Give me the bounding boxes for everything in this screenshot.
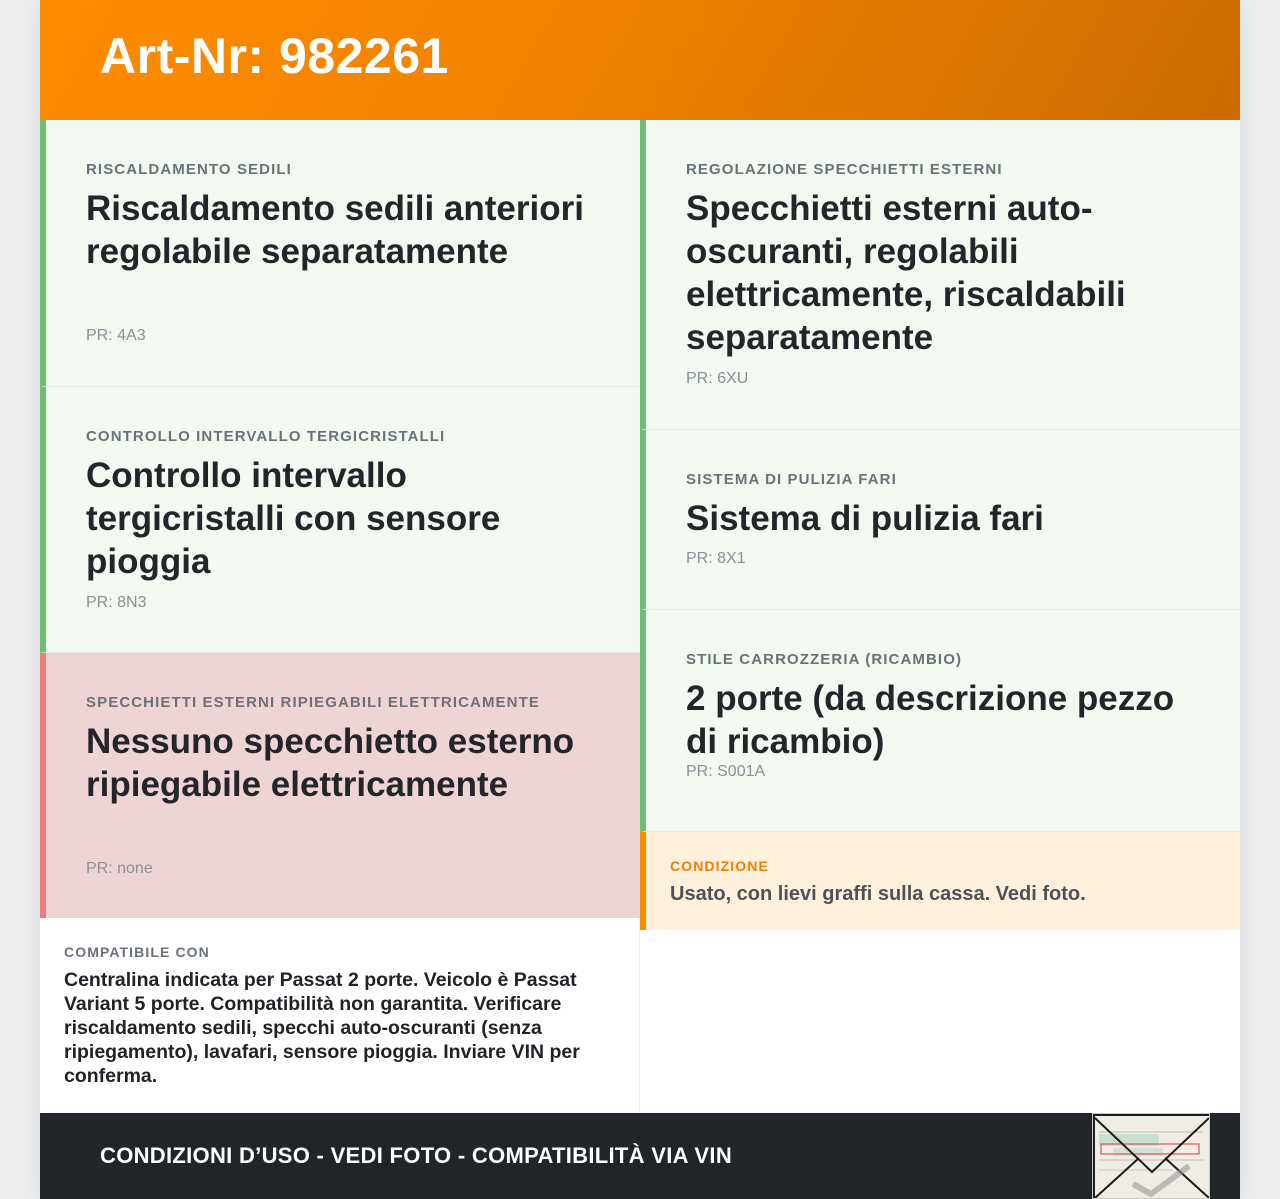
feature-label: SPECCHIETTI ESTERNI RIPIEGABILI ELETTRICAMENTE bbox=[86, 694, 540, 711]
feature-value: Controllo intervallo tergicristalli con sensore pioggia bbox=[86, 456, 501, 581]
registration-document-thumbnail-icon[interactable] bbox=[1092, 1113, 1210, 1199]
product-sheet bbox=[40, 0, 1240, 1199]
compatibility-text: Centralina indicata per Passat 2 porte. Veicolo è Passat Variant 5 porte. Compatibilità non garantita. Verificare riscaldamento sedili, specchi auto-oscuranti (senza ripiegamento), lavafari, sensore pioggia. Inviare VIN per conferma. bbox=[64, 969, 580, 1087]
feature-pr-code: PR: none bbox=[86, 860, 153, 877]
feature-pr-code: PR: 8X1 bbox=[686, 550, 746, 567]
header-bar bbox=[40, 0, 1240, 120]
feature-value: Sistema di pulizia fari bbox=[686, 499, 1044, 538]
feature-card-body-style bbox=[640, 610, 1240, 832]
document-photo-icon bbox=[1093, 1114, 1210, 1199]
feature-label: RISCALDAMENTO SEDILI bbox=[86, 161, 292, 178]
feature-value: Nessuno specchietto esterno ripiegabile elettricamente bbox=[86, 722, 575, 804]
feature-card-folding-mirrors bbox=[40, 653, 640, 919]
condition-text: Usato, con lievi graffi sulla cassa. Vedi foto. bbox=[670, 883, 1086, 905]
condition-section bbox=[640, 832, 1240, 930]
feature-pr-code: PR: 8N3 bbox=[86, 594, 147, 611]
feature-card-headlight-washer bbox=[640, 430, 1240, 610]
feature-card-mirror-adjustment bbox=[640, 120, 1240, 430]
article-number-title: Art-Nr: 982261 bbox=[100, 28, 449, 84]
feature-label: SISTEMA DI PULIZIA FARI bbox=[686, 471, 897, 488]
condition-label: CONDIZIONE bbox=[670, 858, 769, 874]
feature-pr-code: PR: 6XU bbox=[686, 370, 749, 387]
feature-value: 2 porte (da descrizione pezzo di ricambio) bbox=[686, 679, 1175, 761]
feature-pr-code: PR: 4A3 bbox=[86, 327, 146, 344]
footer-text: CONDIZIONI D’USO - VEDI FOTO - COMPATIBILITÀ VIA VIN bbox=[100, 1143, 733, 1168]
feature-value: Specchietti esterni auto-oscuranti, regolabili elettricamente, riscaldabili separatamente bbox=[686, 189, 1126, 357]
feature-card-wiper-interval bbox=[40, 387, 640, 653]
feature-value: Riscaldamento sedili anteriori regolabile separatamente bbox=[86, 189, 584, 271]
feature-label: STILE CARROZZERIA (RICAMBIO) bbox=[686, 651, 963, 668]
compatibility-label: COMPATIBILE CON bbox=[64, 944, 210, 960]
feature-card-seat-heating bbox=[40, 120, 640, 387]
footer-bar bbox=[40, 1113, 1240, 1199]
feature-label: REGOLAZIONE SPECCHIETTI ESTERNI bbox=[686, 161, 1003, 178]
compatibility-section bbox=[40, 918, 640, 1112]
feature-label: CONTROLLO INTERVALLO TERGICRISTALLI bbox=[86, 428, 446, 445]
feature-pr-code: PR: S001A bbox=[686, 763, 766, 780]
